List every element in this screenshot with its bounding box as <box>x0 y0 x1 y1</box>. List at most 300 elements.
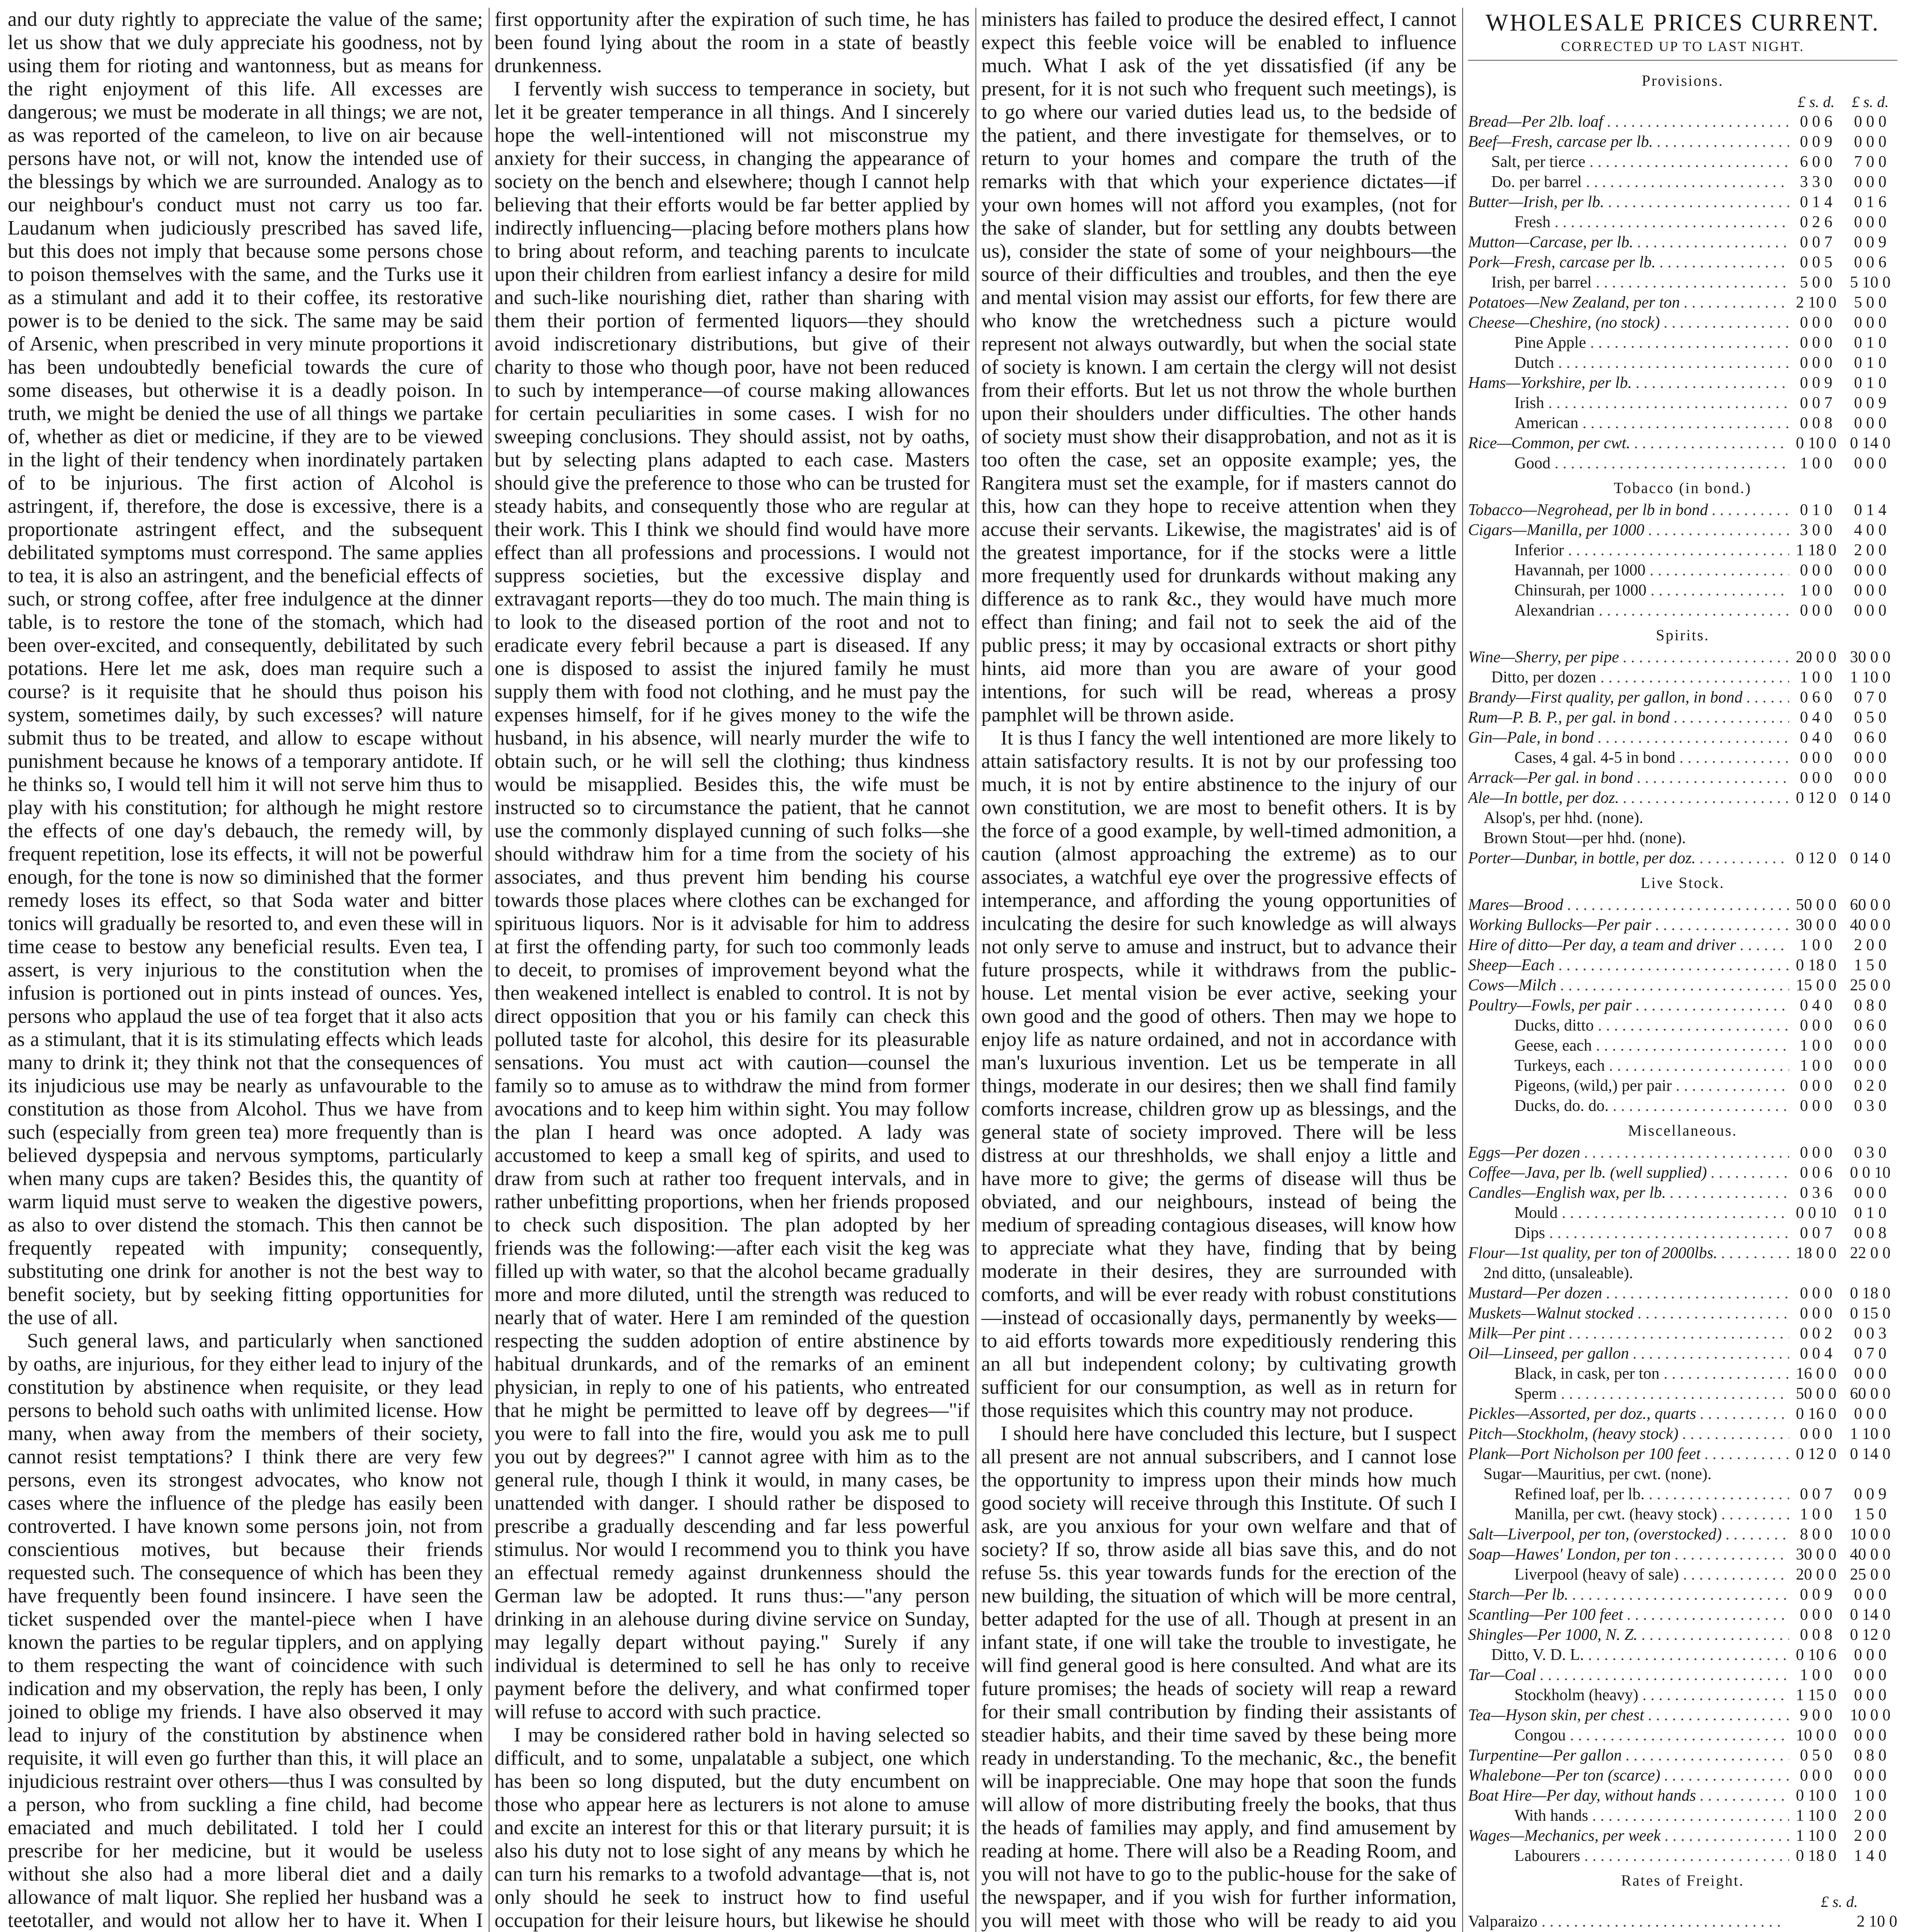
price-low: 3 0 0 <box>1800 521 1832 539</box>
price-high: 0 1 0 <box>1854 1204 1886 1222</box>
price-item-label: Starch—Per lb. . . . <box>1468 1585 1789 1605</box>
price-high: 0 0 0 <box>1854 582 1886 599</box>
price-high: 22 0 0 <box>1850 1244 1891 1262</box>
price-high: 5 10 0 <box>1850 274 1891 291</box>
price-low: 0 5 0 <box>1800 1747 1832 1764</box>
price-row <box>1468 1163 1897 1183</box>
price-high: 0 3 0 <box>1854 1097 1886 1115</box>
price-row <box>1468 828 1897 848</box>
price-row <box>1468 1504 1897 1524</box>
freight-heading: Rates of Freight. <box>1621 1872 1744 1889</box>
price-low: 0 0 6 <box>1800 113 1832 131</box>
price-item-label: Potatoes—New Zealand, per ton . . . <box>1468 293 1789 313</box>
price-high: 30 0 0 <box>1850 648 1891 666</box>
price-item-label: Wages—Mechanics, per week . . . <box>1468 1826 1789 1846</box>
price-low: 15 0 0 <box>1796 976 1837 994</box>
price-high: 0 8 0 <box>1854 997 1886 1014</box>
price-item-label: Whalebone—Per ton (scarce) . . . <box>1468 1765 1789 1786</box>
price-high: 0 0 0 <box>1854 769 1886 787</box>
price-high: 0 0 0 <box>1854 173 1886 191</box>
price-high: 2 0 0 <box>1854 1807 1886 1825</box>
price-high: 0 0 0 <box>1854 1646 1886 1664</box>
newspaper-page <box>8 8 1897 1932</box>
price-row <box>1468 413 1897 433</box>
article-paragraph: I should here have concluded this lecture, but I suspect all present are not annual subscribers, and I cannot lose the opportunity to impress upon their minds how much good society will receive through this Institute. Of such I ask, are you anxious for your own welfare and that of society? If so, throw aside all bias save this, and do not refuse 5s. this year towards funds for the erection of the new building, the situation of which will be more central, better adapted for the use of all. Though at present in an infant state, if one will take the trouble to investigate, he will find general good is here consulted. And what are its future promises; the heads of society will reap a reward for their small contribution by finding their assistants of steadier habits, and their time saved by these being more ready in understanding. To the mechanic, &c., the benefit will be inappreciable. One may hope that soon the funds will allow of more distributing freely the books, that thus the heads of families may apply, and find amusement by reading at home. There will also be a Reading Room, and you will not have to go to the public-house for the sake of the newspaper, and if you wish for further information, you will meet with those who will be ready to aid you <box>981 1422 1456 1932</box>
price-row <box>1468 915 1897 935</box>
price-item-label: Sugar—Mauritius, per cwt. (none). <box>1484 1465 1712 1483</box>
price-item-label: Mutton—Carcase, per lb. . . . <box>1468 232 1789 252</box>
price-low: 0 0 0 <box>1800 1097 1832 1115</box>
price-item-label: Hire of ditto—Per day, a team and driver . . . <box>1468 935 1789 955</box>
price-low: 0 0 9 <box>1800 374 1832 392</box>
price-item-label: Salt—Liverpool, per ton, (overstocked) . . . <box>1468 1524 1789 1544</box>
price-row <box>1468 313 1897 333</box>
price-item-label: Eggs—Per dozen . . . <box>1468 1143 1789 1163</box>
price-low: 0 0 4 <box>1800 1345 1832 1362</box>
price-row <box>1468 272 1897 293</box>
price-item-label: Pork—Fresh, carcase per lb. . . . <box>1468 252 1789 272</box>
price-row <box>1468 1585 1897 1605</box>
price-high: 0 0 0 <box>1854 1686 1886 1704</box>
price-item-label: Coffee—Java, per lb. (well supplied) . . . <box>1468 1163 1789 1183</box>
article-column-2 <box>495 8 970 1932</box>
price-high: 0 0 8 <box>1854 1224 1886 1242</box>
price-row <box>1468 1565 1897 1585</box>
price-item-label: Salt, per tierce . . . <box>1468 152 1789 172</box>
price-item-label: Dips . . . <box>1468 1223 1789 1243</box>
price-high: 2 0 0 <box>1854 1827 1886 1845</box>
price-high: 0 18 0 <box>1850 1284 1891 1302</box>
price-high: 0 14 0 <box>1850 434 1891 452</box>
article-column-1 <box>8 8 483 1932</box>
price-row <box>1468 1544 1897 1565</box>
price-high: 60 0 0 <box>1850 1385 1891 1403</box>
price-row <box>1468 1524 1897 1544</box>
price-high: 0 0 0 <box>1854 213 1886 231</box>
price-low: 0 18 0 <box>1796 1847 1837 1865</box>
price-high: 0 0 0 <box>1854 602 1886 619</box>
price-low: 0 0 0 <box>1800 1144 1832 1162</box>
price-high: 0 0 0 <box>1854 561 1886 579</box>
price-row <box>1468 1705 1897 1725</box>
price-low: 0 10 0 <box>1796 434 1837 452</box>
price-row <box>1468 1303 1897 1323</box>
price-low: 1 18 0 <box>1796 541 1837 559</box>
price-low: 0 0 6 <box>1800 1164 1832 1182</box>
price-item-label: Muskets—Walnut stocked . . . <box>1468 1303 1789 1323</box>
price-high: 10 0 0 <box>1850 1706 1891 1724</box>
price-low: 0 0 0 <box>1800 769 1832 787</box>
price-item-label: Sperm . . . <box>1468 1384 1789 1404</box>
price-low: 0 18 0 <box>1796 956 1837 974</box>
price-row <box>1468 112 1897 132</box>
price-high: 4 0 0 <box>1854 521 1886 539</box>
price-low: 0 0 2 <box>1800 1325 1832 1342</box>
price-row <box>1468 600 1897 621</box>
price-item-label: Rum—P. B. P., per gal. in bond . . . <box>1468 707 1789 728</box>
price-high: 0 0 6 <box>1854 253 1886 271</box>
price-low: 1 0 0 <box>1800 936 1832 954</box>
price-row <box>1468 1765 1897 1786</box>
price-col-header-b: £ s. d. <box>1852 93 1889 111</box>
price-low: 30 0 0 <box>1796 916 1837 934</box>
price-high: 0 0 0 <box>1854 1184 1886 1202</box>
price-item-label: Irish . . . <box>1468 393 1789 413</box>
price-item-label: Pitch—Stockholm, (heavy stock) . . . <box>1468 1424 1789 1444</box>
price-item-label: Pigeons, (wild,) per pair . . . <box>1468 1076 1789 1096</box>
price-row <box>1468 1223 1897 1243</box>
price-low: 0 0 0 <box>1800 561 1832 579</box>
price-low: 0 0 0 <box>1800 602 1832 619</box>
price-low: 0 0 0 <box>1800 1425 1832 1443</box>
price-high: 0 12 0 <box>1850 1626 1891 1644</box>
price-item-label: Cheese—Cheshire, (no stock) . . . <box>1468 313 1789 333</box>
price-row <box>1468 1424 1897 1444</box>
price-item-label: Beef—Fresh, carcase per lb. . . . <box>1468 132 1789 152</box>
price-high: 40 0 0 <box>1850 1546 1891 1563</box>
price-row <box>1468 1036 1897 1056</box>
price-low: 0 3 6 <box>1800 1184 1832 1202</box>
price-high: 40 0 0 <box>1850 916 1891 934</box>
price-high: 60 0 0 <box>1850 896 1891 914</box>
price-row <box>1468 955 1897 975</box>
price-row <box>1468 1076 1897 1096</box>
price-row <box>1468 1183 1897 1203</box>
price-item-label: Alexandrian . . . <box>1468 600 1789 621</box>
price-row <box>1468 935 1897 955</box>
price-low: 0 1 4 <box>1800 193 1832 211</box>
price-item-label: Pine Apple . . . <box>1468 333 1789 353</box>
price-low: 0 10 6 <box>1796 1646 1837 1664</box>
price-item-label: Ditto, per dozen . . . <box>1468 667 1789 687</box>
price-item-label: Liverpool (heavy of sale) . . . <box>1468 1565 1789 1585</box>
price-item-label: Boat Hire—Per day, without hands . . . <box>1468 1786 1789 1806</box>
price-low: 10 0 0 <box>1796 1726 1837 1744</box>
price-high: 0 0 9 <box>1854 394 1886 412</box>
price-high: 0 5 0 <box>1854 709 1886 726</box>
price-low: 0 16 0 <box>1796 1405 1837 1423</box>
price-low: 8 0 0 <box>1800 1526 1832 1543</box>
price-item-label: Ditto, V. D. L. . . . <box>1468 1645 1789 1665</box>
price-row <box>1468 393 1897 413</box>
price-row <box>1468 1015 1897 1036</box>
price-low: 20 0 0 <box>1796 648 1837 666</box>
price-low: 0 12 0 <box>1796 789 1837 807</box>
price-low: 0 4 0 <box>1800 709 1832 726</box>
price-low: 0 12 0 <box>1796 1445 1837 1463</box>
price-low: 50 0 0 <box>1796 896 1837 914</box>
price-row <box>1468 895 1897 915</box>
price-col-header-a: £ s. d. <box>1798 93 1835 111</box>
price-row <box>1468 1786 1897 1806</box>
price-low: 1 0 0 <box>1800 668 1832 686</box>
price-low: 1 0 0 <box>1800 582 1832 599</box>
price-high: 0 1 0 <box>1854 354 1886 372</box>
price-item-label: Turpentine—Per gallon . . . <box>1468 1745 1789 1765</box>
prices-title: WHOLESALE PRICES CURRENT. <box>1485 10 1880 36</box>
price-high: 0 0 0 <box>1854 1405 1886 1423</box>
price-high: 0 7 0 <box>1854 1345 1886 1362</box>
price-row <box>1468 1846 1897 1866</box>
price-high: 1 10 0 <box>1850 668 1891 686</box>
price-row <box>1468 500 1897 520</box>
price-row <box>1468 1464 1897 1484</box>
price-item-label: Tar—Coal . . . <box>1468 1665 1789 1685</box>
price-section-heading: Miscellaneous. <box>1628 1122 1738 1139</box>
price-high: 0 0 9 <box>1854 1485 1886 1503</box>
price-item-label: Black, in cask, per ton . . . <box>1468 1364 1789 1384</box>
price-col-header <box>1468 93 1897 111</box>
price-row <box>1468 172 1897 192</box>
price-row <box>1468 1745 1897 1765</box>
price-row <box>1468 1203 1897 1223</box>
price-high: 5 0 0 <box>1854 294 1886 311</box>
price-item-label: Tea—Hyson skin, per chest . . . <box>1468 1705 1789 1725</box>
price-row <box>1468 540 1897 560</box>
price-high: 0 0 0 <box>1854 1767 1886 1784</box>
price-row <box>1468 687 1897 707</box>
price-item-label: Geese, each . . . <box>1468 1036 1789 1056</box>
price-row <box>1468 1404 1897 1424</box>
price-low: 9 0 0 <box>1800 1706 1832 1724</box>
price-item-label: Oil—Linseed, per gallon . . . <box>1468 1344 1789 1364</box>
price-low: 16 0 0 <box>1796 1365 1837 1383</box>
price-row <box>1468 768 1897 788</box>
price-item-label: Scantling—Per 100 feet . . . <box>1468 1605 1789 1625</box>
price-item-label: Ducks, ditto . . . <box>1468 1015 1789 1036</box>
price-row <box>1468 647 1897 667</box>
price-row <box>1468 1283 1897 1303</box>
price-row <box>1468 1826 1897 1846</box>
price-row <box>1468 333 1897 353</box>
price-row <box>1468 808 1897 828</box>
price-row <box>1468 1056 1897 1076</box>
price-item-label: Havannah, per 1000 . . . <box>1468 560 1789 580</box>
price-row <box>1468 1605 1897 1625</box>
price-item-label: Dutch . . . <box>1468 353 1789 373</box>
freight-destination: Valparaizo . . . <box>1468 1912 1781 1932</box>
price-item-label: Wine—Sherry, per pipe . . . <box>1468 647 1789 667</box>
price-row <box>1468 728 1897 748</box>
price-item-label: Ale—In bottle, per doz. . . . <box>1468 788 1789 808</box>
price-low: 0 4 0 <box>1800 729 1832 747</box>
price-item-label: Plank—Port Nicholson per 100 feet . . . <box>1468 1444 1789 1464</box>
price-high: 2 0 0 <box>1854 541 1886 559</box>
price-high: 0 14 0 <box>1850 789 1891 807</box>
price-item-label: Soap—Hawes' London, per ton . . . <box>1468 1544 1789 1565</box>
price-high: 0 15 0 <box>1850 1304 1891 1322</box>
freight-rate: 2 10 0 <box>1857 1913 1897 1930</box>
price-high: 0 0 9 <box>1854 233 1886 251</box>
price-low: 0 0 0 <box>1800 1017 1832 1034</box>
price-section-heading: Live Stock. <box>1640 874 1725 891</box>
price-low: 18 0 0 <box>1796 1244 1837 1262</box>
price-low: 0 0 7 <box>1800 233 1832 251</box>
article-paragraph: It is thus I fancy the well intentioned are more likely to attain satisfactory results. It is not by our professing too much, it is not by entire abstinence to the injury of our own constitution, we are most to benefit others. It is by the force of a good example, by well-timed admonition, a caution (almost approaching the extreme) as to our associates, a watchful eye over the progressive effects of intemperance, and affording the young opportunities of inculcating the desire for such knowledge as will always not only serve to amuse and instruct, but to advance their future prospects, while it withdraws from the public-house. Let mental vision be ever active, seeking your own good and the good of others. Then may we hope to enjoy life as nature ordained, and not in accordance with man's luxurious invention. Let us be temperate in all things, moderate in our desires; then we shall find family comforts increase, children grow up as blessings, and the general state of society improved. There will be less distress at our threshholds, we shall enjoy a little and have more to give; the germs of disease will thus be obviated, and our neighbours, instead of being the medium of spreading contagious diseases, will know how to appreciate what they have, finding that by being moderate in their desires, they are surrounded with comforts, and will be ever ready with robust constitutions—instead of occasionally days, permanently by weeks—to aid efforts towards more expeditiously rendering this an all but independent colony; by cultivating growth sufficient for our consumption, as well as in return for those requisites which this country may not produce. <box>981 727 1456 1422</box>
price-row <box>1468 748 1897 768</box>
price-item-label: Cigars—Manilla, per 1000 . . . <box>1468 520 1789 540</box>
price-high: 0 1 0 <box>1854 334 1886 352</box>
price-high: 0 0 0 <box>1854 113 1886 131</box>
price-item-label: Fresh . . . <box>1468 212 1789 232</box>
price-high: 1 5 0 <box>1854 1505 1886 1523</box>
price-low: 0 0 0 <box>1800 1767 1832 1784</box>
price-high: 0 0 0 <box>1854 1365 1886 1383</box>
column-rule <box>975 8 976 1932</box>
price-high: 7 0 0 <box>1854 153 1886 171</box>
price-row <box>1468 1484 1897 1504</box>
price-high: 0 8 0 <box>1854 1747 1886 1764</box>
price-high: 10 0 0 <box>1850 1526 1891 1543</box>
price-high: 1 10 0 <box>1850 1425 1891 1443</box>
price-item-label: Refined loaf, per lb. . . . <box>1468 1484 1789 1504</box>
price-low: 0 0 0 <box>1800 1606 1832 1624</box>
price-item-label: Flour—1st quality, per ton of 2000lbs. . . . <box>1468 1243 1789 1263</box>
price-high: 25 0 0 <box>1850 1566 1891 1583</box>
price-item-label: Cows—Milch . . . <box>1468 975 1789 995</box>
price-high: 0 14 0 <box>1850 1445 1891 1463</box>
price-low: 0 10 0 <box>1796 1787 1837 1804</box>
price-item-label: Hams—Yorkshire, per lb. . . . <box>1468 373 1789 393</box>
article-paragraph: and our duty rightly to appreciate the value of the same; let us show that we duly appreciate his goodness, not by using them for rioting and wantonness, but as means for the right enjoyment of this life. All excesses are dangerous; we must be moderate in all things; we are not, as was reported of the cameleon, to live on air because persons have not, or will not, know the intended use of the blessings by which we are surrounded. Analogy as to our neighbour's conduct must not carry us too far. Laudanum when judiciously prescribed has saved life, but this does not imply that because some persons chose to poison themselves with the same, and the Turks use it as a stimulant and add it to their coffee, its restorative power is to be denied to the sick. The same may be said of Arsenic, when prescribed in very minute proportions it has been undoubtedly beneficial towards the cure of some diseases, but otherwise it is a deadly poison. In truth, we might be denied the use of all things we partake of, whether as diet or medicine, if they are to be viewed in the light of their tendency when inordinately partaken of to be injurious. The first action of Alcohol is astringent, if, therefore, the dose is excessive, there is a proportionate astringent effect, and the subsequent debilitated symptoms must correspond. The same applies to tea, it is also an astringent, and the beneficial effects of such, or strong coffee, after free indulgence at the dinner table, is to restore the tone of the stomach, which had been over-excited, and consequently, debilitated by such potations. Here let me ask, does man require such a course? is it requisite that he should thus poison his system, sometimes daily, by such excesses? will nature submit thus to be treated, and allow to escape without punishment because he knows of a temporary antidote. If he thinks so, I would tell him it will not serve him thus to play with his constitution; for although he might restore the effects of one day's debauch, the remedy will, by frequent repetition, lose its effects, it will not be powerful enough, for the tone is now so diminished that the former remedy loses its effect, so that Soda water and bitter tonics will gradually be resorted to, and even these will in time cease to bestow any beneficial results. Even tea, I assert, is very injurious to the constitution when the infusion is portioned out in pints instead of ounces. Yes, persons who applaud the use of tea forget that it also acts as a stimulant, that it is its stimulating effects which leads many to drink it; they think not that the consequences of its injudicious use may be nearly as unfavourable to the constitution as those from Alcohol. Thus we have from such (especially from green tea) more frequently than is believed dyspepsia and nervous symptoms, particularly when many cups are taken? Besides this, the quantity of warm liquid must serve to weaken the digestive powers, as also to over distend the stomach. This then cannot be frequently repeated with impunity; consequently, substituting one drink for another is not the best way to benefit society, but by seeking fitting opportunities for the use of all. <box>8 8 483 1329</box>
price-high: 25 0 0 <box>1850 976 1891 994</box>
price-row <box>1468 1344 1897 1364</box>
price-item-label: Gin—Pale, in bond . . . <box>1468 728 1789 748</box>
price-item-label: Working Bullocks—Per pair . . . <box>1468 915 1789 935</box>
price-high: 0 14 0 <box>1850 849 1891 867</box>
price-low: 0 0 0 <box>1800 354 1832 372</box>
price-low: 6 0 0 <box>1800 153 1832 171</box>
price-high: 1 0 0 <box>1854 1787 1886 1804</box>
price-low: 0 0 0 <box>1800 1284 1832 1302</box>
price-row <box>1468 252 1897 272</box>
price-low: 0 0 9 <box>1800 133 1832 151</box>
article-paragraph: first opportunity after the expiration of such time, he has been found lying about the room in a state of beastly drunkenness. <box>495 8 970 77</box>
price-low: 30 0 0 <box>1796 1546 1837 1563</box>
price-row <box>1468 520 1897 540</box>
price-high: 0 0 0 <box>1854 749 1886 767</box>
freight-table <box>1468 1912 1897 1932</box>
price-high: 0 14 0 <box>1850 1606 1891 1624</box>
price-item-label: Shingles—Per 1000, N. Z. . . . <box>1468 1625 1789 1645</box>
price-high: 0 0 0 <box>1854 454 1886 472</box>
price-row <box>1468 1665 1897 1685</box>
price-row <box>1468 1444 1897 1464</box>
price-low: 0 0 7 <box>1800 1224 1832 1242</box>
price-high: 0 7 0 <box>1854 689 1886 706</box>
price-item-label: Do. per barrel . . . <box>1468 172 1789 192</box>
price-low: 5 0 0 <box>1800 274 1832 291</box>
price-high: 0 0 0 <box>1854 1586 1886 1604</box>
price-row <box>1468 1263 1897 1283</box>
price-row <box>1468 848 1897 868</box>
price-low: 0 0 8 <box>1800 1626 1832 1644</box>
price-item-label: Congou . . . <box>1468 1725 1789 1745</box>
price-high: 0 0 10 <box>1850 1164 1891 1182</box>
price-high: 0 0 0 <box>1854 1037 1886 1054</box>
price-row <box>1468 1143 1897 1163</box>
price-item-label: With hands . . . <box>1468 1806 1789 1826</box>
price-high: 0 1 4 <box>1854 501 1886 519</box>
price-item-label: Mould . . . <box>1468 1203 1789 1223</box>
article-column-3 <box>981 8 1456 1932</box>
price-item-label: American . . . <box>1468 413 1789 433</box>
price-row <box>1468 192 1897 212</box>
price-section-heading: Provisions. <box>1642 72 1724 89</box>
price-high: 0 0 0 <box>1854 314 1886 332</box>
price-row <box>1468 152 1897 172</box>
price-row <box>1468 995 1897 1015</box>
price-row <box>1468 1096 1897 1116</box>
price-row <box>1468 1243 1897 1263</box>
price-item-label: Manilla, per cwt. (heavy stock) . . . <box>1468 1504 1789 1524</box>
price-item-label: Tobacco—Negrohead, per lb in bond . . . <box>1468 500 1789 520</box>
price-item-label: Labourers . . . <box>1468 1846 1789 1866</box>
price-row <box>1468 975 1897 995</box>
price-sections <box>1468 71 1897 1866</box>
article-paragraph: I may be considered rather bold in having selected so difficult, and to some, unpalatable a subject, one which has been so long disputed, but the duty encumbent on those who appear here as lecturers is not alone to amuse and excite an interest for this or that literary pursuit; it is also his duty not to lose sight of any means by which he can turn his remarks to a twofold advantage—that is, not only should he seek to instruct how to find useful occupation for their leisure hours, but likewise he should <box>495 1724 970 1932</box>
article-paragraph: I fervently wish success to temperance in society, but let it be greater temperance in all things. And I sincerely hope the well-intentioned will not misconstrue my anxiety for their success, in changing the appearance of society on the bench and elsewhere; though I cannot help believing that their efforts would be far better applied by indirectly influencing—placing before mothers plans how to bring about reform, and teaching parents to inculcate upon their children from earliest infancy a desire for mild and such-like nourishing diet, rather than sharing with them their portion of fermented liquors—they should avoid indiscretionary distributions, but give of their charity to those who though poor, have not been reduced to such by intemperance—of course making allowances for certain peculiarities in some cases. I wish for no sweeping conclusions. They should assist, not by oaths, but by selecting plans adapted to each case. Masters should give the preference to those who can be trusted for steady habits, and consequently those who are regular at their work. This I think we should find would have more effect than all professions and processions. I would not suppress societies, but the excessive display and extravagant reports—they do too much. The main thing is to look to the diseased portion of the root and not to eradicate every febril because a part is diseased. If any one is disposed to assist the injured family he must supply them with food not clothing, and he must pay the expenses himself, for if he gives money to the wife the husband, in his absence, will nearly murder the wife to obtain such, or he will sell the clothing; thus kindness would be misapplied. Besides this, the wife must be instructed so to circumstance the patient, that he cannot use the commonly displayed cunning of such folks—she should withdraw him for a time from the society of his associates, and thus prevent him bending his course towards those places where clothes can be exchanged for spirituous liquors. Nor is it advisable for him to address at first the offending party, for such too commonly leads to deceit, to promises of improvement beyond what the then weakened intellect is enabled to control. It is not by direct opposition that you or his family can check this polluted taste for alcohol, this desire for its pleasurable sensations. You must act with caution—counsel the family so to amuse as to withdraw the mind from former avocations and to keep him within sight. You may follow the plan I heard was once adopted. A lady was accustomed to keep a small keg of spirits, and used to draw from such at rather too frequent intervals, and in rather unbefitting proportions, when her friends proposed to check such disposition. The plan adopted by her friends was the following:—after each visit the keg was filled up with water, so that the alcohol became gradually more and more diluted, until the strength was reduced to nearly that of water. Here I am reminded of the question respecting the sudden adoption of entire abstinence by habitual drunkards, and of the remarks of an eminent physician, in reply to one of his patients, who entreated that he might be permitted to leave off by degrees—"if you were to fall into the fire, would you ask me to pull you out by degrees?" I cannot agree with him as to the general rule, though I think it would, in many cases, be unattended with danger. I should rather be disposed to prescribe a gradually descending and far less powerful stimulus. Nor would I recommend you to think you have an effectual remedy against drunkenness should the German law be adopted. It runs thus:—"any person drinking in an alehouse during divine service on Sunday, may legally depart without paying." Surely if any individual is determined to sell he has only to receive payment before the delivery, and what confirmed toper will refuse to accord with such practice. <box>495 78 970 1723</box>
price-row <box>1468 667 1897 687</box>
price-low: 0 2 6 <box>1800 213 1832 231</box>
price-item-label: Porter—Dunbar, in bottle, per doz. . . . <box>1468 848 1789 868</box>
price-item-label: 2nd ditto, (unsaleable). <box>1484 1264 1633 1282</box>
price-item-label: Inferior . . . <box>1468 540 1789 560</box>
price-low: 0 0 10 <box>1796 1204 1837 1222</box>
price-low: 3 3 0 <box>1800 173 1832 191</box>
price-item-label: Brandy—First quality, per gallon, in bond . . . <box>1468 687 1789 707</box>
price-high: 0 0 3 <box>1854 1325 1886 1342</box>
price-item-label: Stockholm (heavy) . . . <box>1468 1685 1789 1705</box>
price-high: 0 6 0 <box>1854 729 1886 747</box>
price-high: 1 5 0 <box>1854 956 1886 974</box>
price-row <box>1468 132 1897 152</box>
price-row <box>1468 453 1897 473</box>
price-item-label: Good . . . <box>1468 453 1789 473</box>
price-item-label: Alsop's, per hhd. (none). <box>1484 809 1643 827</box>
price-row <box>1468 232 1897 252</box>
price-item-label: Chinsurah, per 1000 . . . <box>1468 580 1789 600</box>
price-item-label: Sheep—Each . . . <box>1468 955 1789 975</box>
price-low: 0 0 5 <box>1800 253 1832 271</box>
price-row <box>1468 433 1897 453</box>
price-low: 1 10 0 <box>1796 1827 1837 1845</box>
price-row <box>1468 1806 1897 1826</box>
price-row <box>1468 560 1897 580</box>
price-low: 0 0 0 <box>1800 1077 1832 1095</box>
price-row <box>1468 1625 1897 1645</box>
price-high: 0 0 0 <box>1854 1057 1886 1075</box>
price-section-heading: Spirits. <box>1656 626 1710 644</box>
price-row <box>1468 1645 1897 1665</box>
price-item-label: Turkeys, each . . . <box>1468 1056 1789 1076</box>
price-item-label: Mares—Brood . . . <box>1468 895 1789 915</box>
price-low: 0 0 0 <box>1800 1304 1832 1322</box>
price-high: 0 3 0 <box>1854 1144 1886 1162</box>
price-high: 0 0 0 <box>1854 133 1886 151</box>
price-row <box>1468 1364 1897 1384</box>
price-low: 1 0 0 <box>1800 454 1832 472</box>
price-item-label: Candles—English wax, per lb. . . . <box>1468 1183 1789 1203</box>
price-row <box>1468 373 1897 393</box>
freight-row <box>1468 1912 1897 1932</box>
price-row <box>1468 1725 1897 1745</box>
price-low: 0 0 8 <box>1800 414 1832 432</box>
price-item-label: Milk—Per pint . . . <box>1468 1323 1789 1344</box>
price-low: 0 1 0 <box>1800 501 1832 519</box>
price-item-label: Arrack—Per gal. in bond . . . <box>1468 768 1789 788</box>
price-high: 0 0 0 <box>1854 1666 1886 1684</box>
